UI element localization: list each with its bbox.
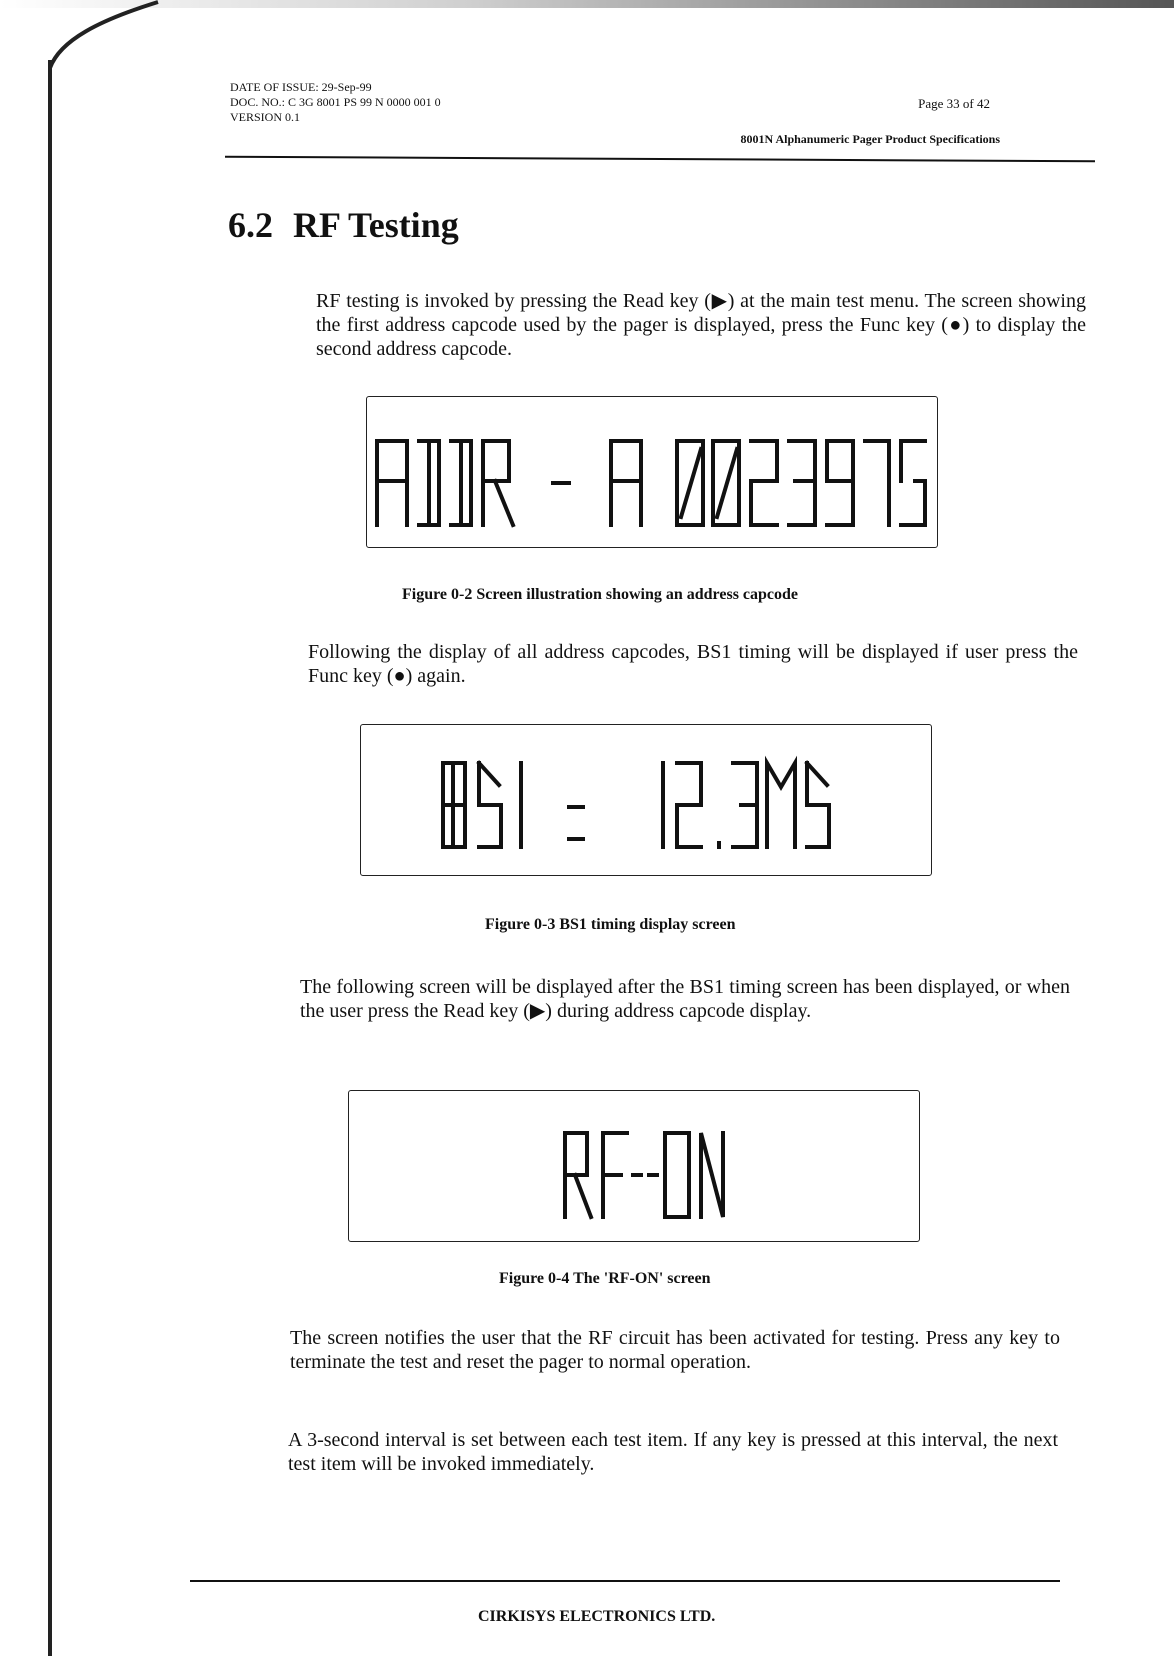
- page-header: [230, 80, 1000, 150]
- document-title: 8001N Alphanumeric Pager Product Specifications: [740, 132, 1000, 146]
- section-heading: [228, 204, 459, 246]
- scan-edge-curve: [40, 0, 160, 70]
- scan-edge-left: [48, 60, 52, 1656]
- lcd-segment-graphic: [367, 397, 937, 547]
- issue-date: DATE OF ISSUE: 29-Sep-99: [230, 80, 372, 94]
- paragraph-rf-intro: RF testing is invoked by pressing the Read key (▶) at the main test menu. The screen showing the first address capcode used by the pager is displayed, press the Func key (●) to display the second address capcode.: [316, 290, 1086, 360]
- doc-number: DOC. NO.: C 3G 8001 PS 99 N 0000 001 0: [230, 95, 441, 109]
- version: VERSION 0.1: [230, 110, 301, 124]
- lcd-segment-graphic: [349, 1091, 919, 1241]
- header-rule: [225, 156, 1095, 163]
- footer-rule: [190, 1580, 1060, 1582]
- header-meta: [230, 80, 441, 125]
- paragraph-interval: A 3-second interval is set between each test item. If any key is pressed at this interval, the next test item will be invoked immediately.: [288, 1429, 1058, 1475]
- section-number: 6.2: [228, 205, 273, 245]
- scan-edge-top: [0, 0, 1174, 8]
- figure-caption: Figure 0-3 BS1 timing display screen: [485, 916, 736, 933]
- paragraph-rf-on-intro: The following screen will be displayed after the BS1 timing screen has been displayed, or when the user press the Read key (▶) during address capcode display.: [300, 976, 1070, 1022]
- lcd-screen-address-capcode: [366, 396, 938, 548]
- lcd-segment-graphic: [361, 725, 931, 875]
- lcd-screen-bs1-timing: [360, 724, 932, 876]
- footer-company: CIRKISYS ELECTRONICS LTD.: [478, 1608, 716, 1625]
- lcd-screen-rf-on: [348, 1090, 920, 1242]
- figure-caption: Figure 0-2 Screen illustration showing an address capcode: [402, 586, 799, 603]
- paragraph-rf-activated: The screen notifies the user that the RF circuit has been activated for testing. Press any key to terminate the test and reset the pager to normal operation.: [290, 1327, 1060, 1373]
- section-title: RF Testing: [293, 205, 459, 245]
- figure-caption: Figure 0-4 The 'RF-ON' screen: [499, 1270, 711, 1287]
- paragraph-bs1-intro: Following the display of all address capcodes, BS1 timing will be displayed if user press the Func key (●) again.: [308, 641, 1078, 687]
- page-number: Page 33 of 42: [918, 96, 990, 111]
